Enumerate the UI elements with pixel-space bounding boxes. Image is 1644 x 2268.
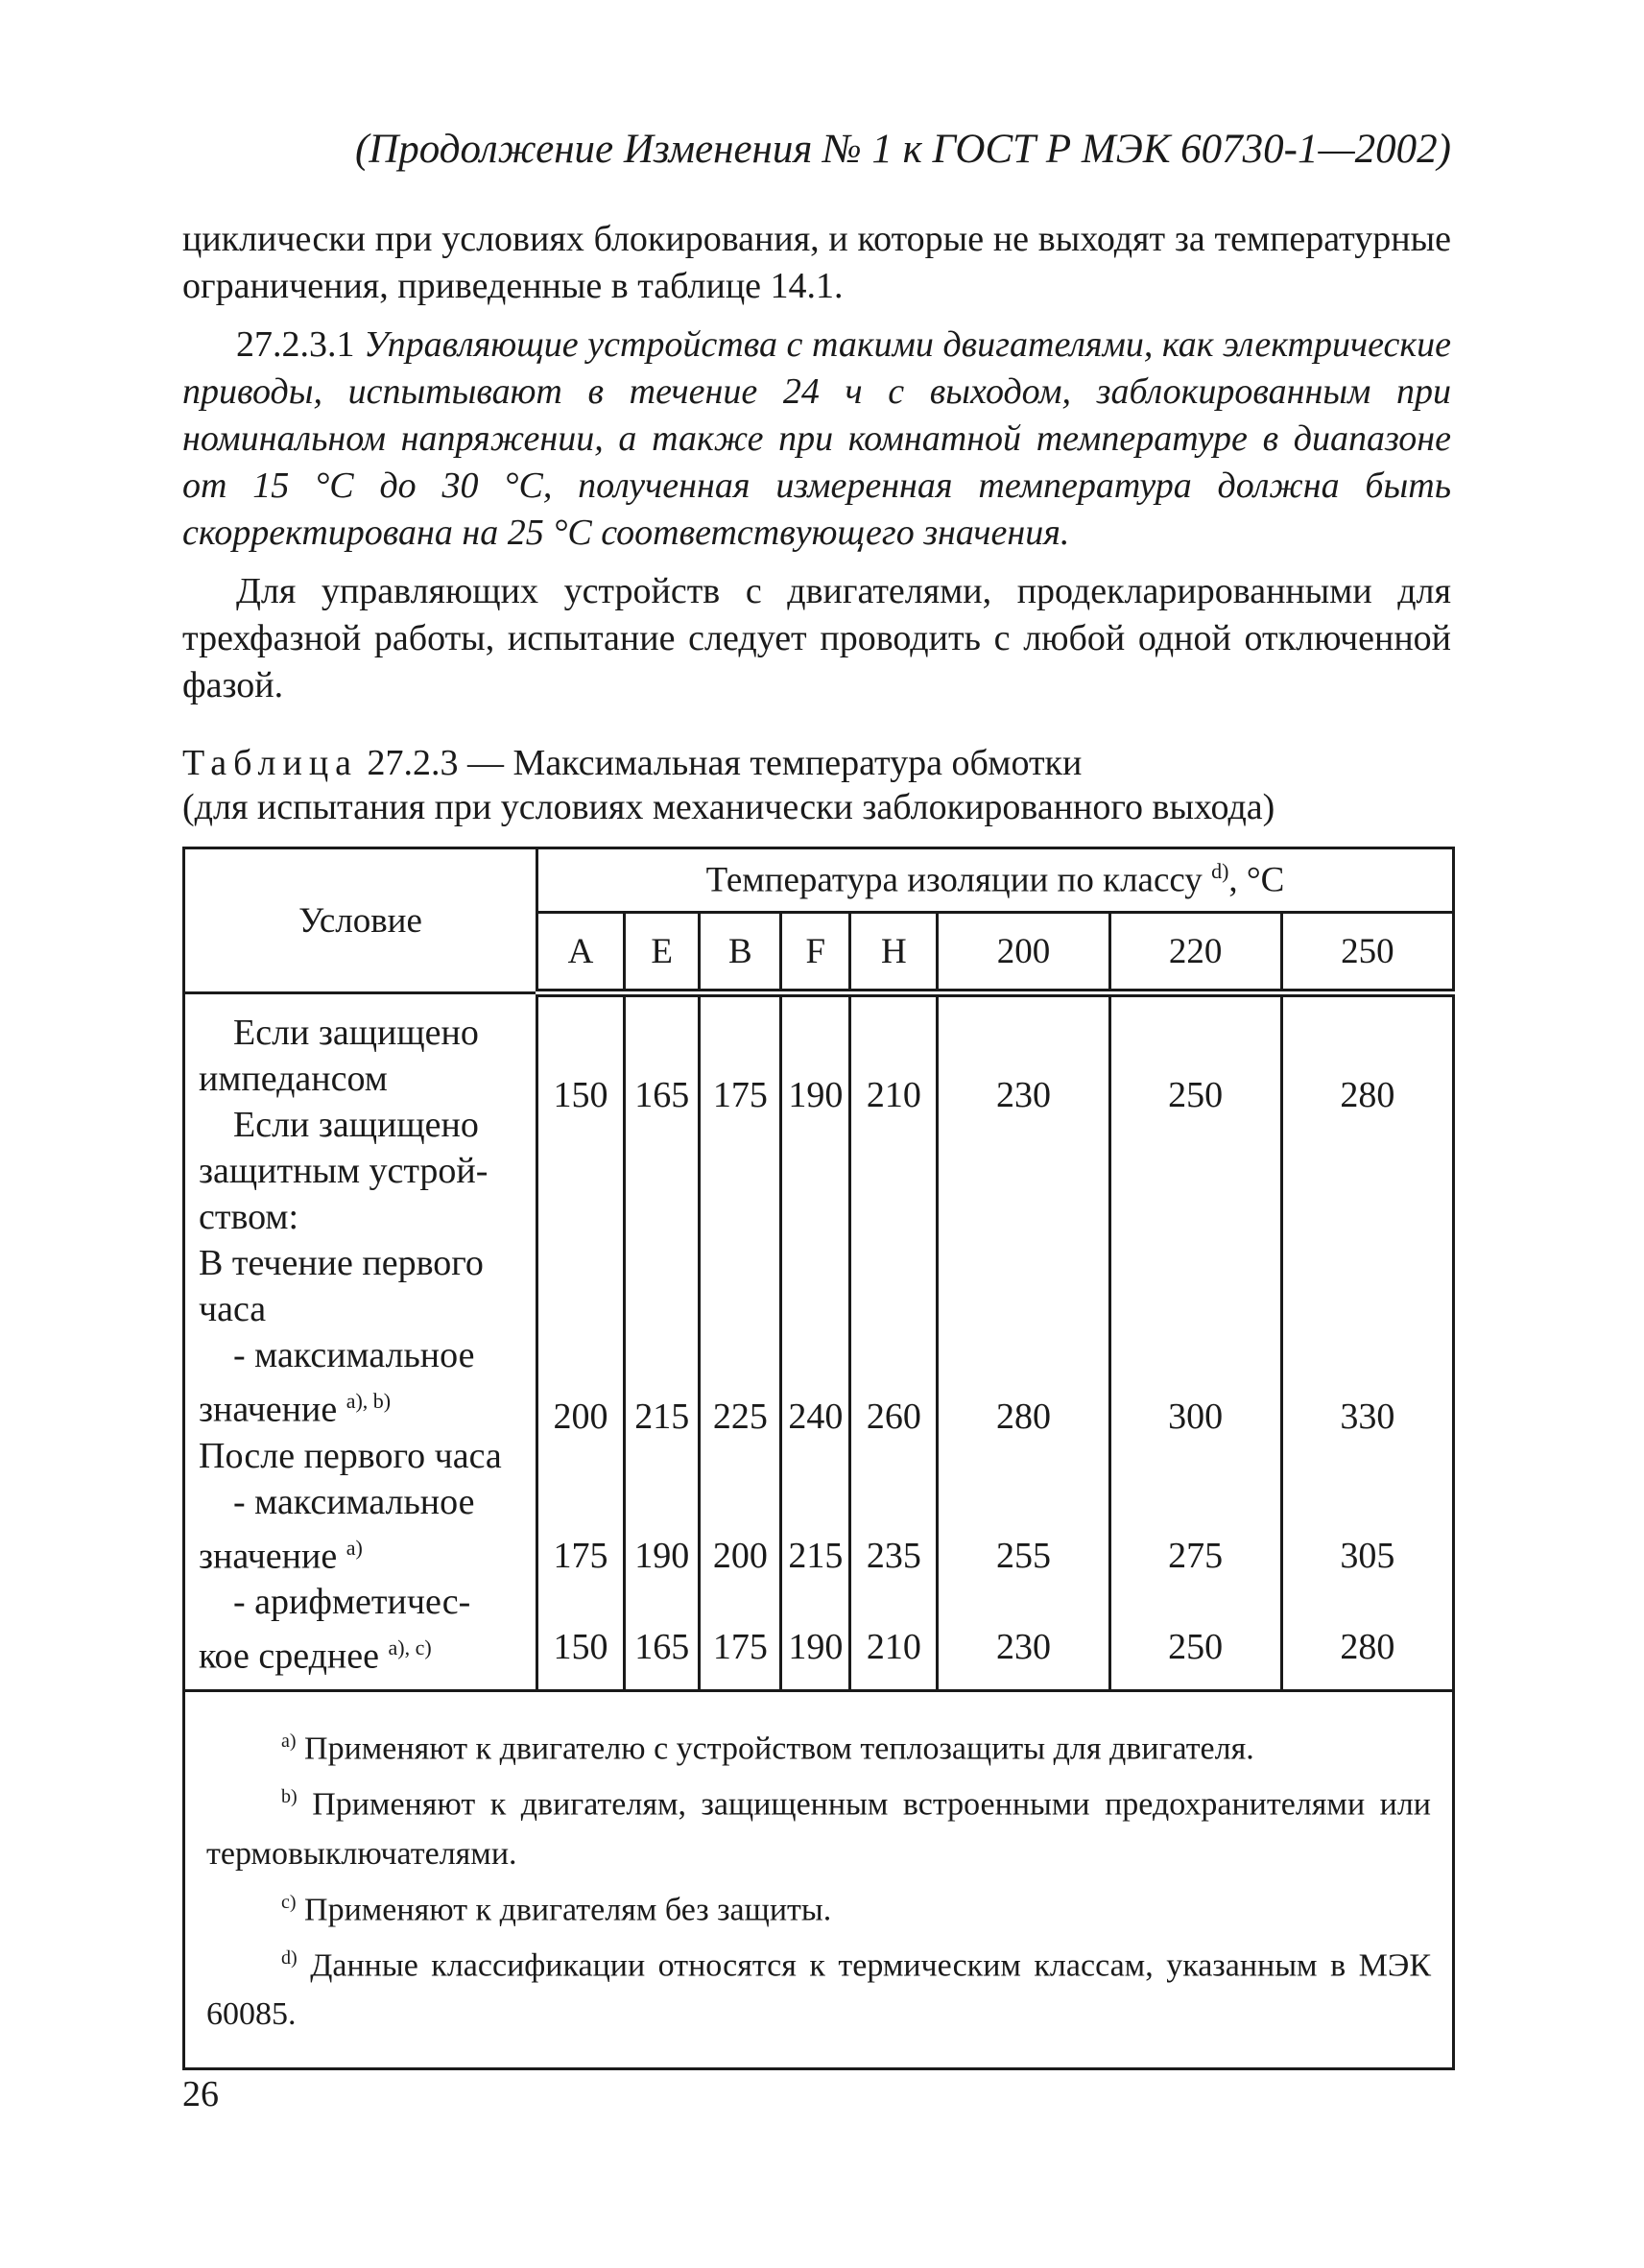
value-cell: 215: [634, 1397, 690, 1437]
footnote-c: $^{c)}$ Применяют к двигателям без защиты.: [281, 1891, 832, 1927]
body-text: [182, 216, 1451, 721]
table-caption-word: Таблица: [182, 743, 359, 783]
header-class: 250: [1281, 913, 1453, 993]
value-cell: 190: [788, 1075, 844, 1115]
page-number: 26: [182, 2074, 219, 2114]
table-caption: [182, 741, 1451, 829]
value-cell: 150: [553, 1627, 608, 1667]
clause-number: 27.2.3.1: [236, 324, 355, 365]
header-class: A: [537, 913, 625, 993]
value-column: [781, 993, 850, 1691]
footnote-d: $^{d)}$ Данные классификации относятся к термическим классам, указанным в МЭК 60085.: [206, 1946, 1431, 2033]
value-cell: 230: [996, 1075, 1051, 1115]
header-insulation-temperature: Температура изоляции по классу $^{d)}$, °С: [537, 848, 1454, 913]
value-cell: 175: [712, 1627, 768, 1667]
paragraph-27-2-3-1: [182, 322, 1451, 557]
table-caption-title: 27.2.3 — Максимальная температура обмотки: [367, 743, 1083, 783]
value-cell: 280: [1340, 1627, 1395, 1667]
value-column: [700, 993, 781, 1691]
value-cell: 240: [788, 1397, 844, 1437]
value-column: [625, 993, 700, 1691]
value-cell: 250: [1168, 1075, 1224, 1115]
table-caption-line2: (для испытания при условиях механически заблокированного выхода): [182, 787, 1275, 827]
value-cell: 215: [788, 1536, 844, 1576]
value-cell: 165: [634, 1075, 690, 1115]
value-cell: 255: [996, 1536, 1051, 1576]
value-column: [1281, 993, 1453, 1691]
value-cell: 200: [553, 1397, 608, 1437]
value-column: [850, 993, 938, 1691]
value-cell: 190: [788, 1627, 844, 1667]
value-cell: 175: [712, 1075, 768, 1115]
clause-text: Управляющие устройства с такими двигателями, как электрические приводы, испытывают в течение 24 ч с выходом, заблокированным при номинальном напряжении, а также при комнатной температуре в диапазоне от 15 °С до 30 °С, полученная измеренная температура должна быть скорректирована на 25 °С соответствующего значения.: [182, 324, 1451, 553]
footnote-ref-d: d): [1211, 859, 1229, 884]
footnote-a: $^{a)}$ Применяют к двигателю с устройством теплозащиты для двигателя.: [281, 1730, 1254, 1767]
value-cell: 190: [634, 1536, 690, 1576]
value-cell: 300: [1168, 1397, 1224, 1437]
value-cell: 210: [866, 1627, 921, 1667]
header-class: F: [781, 913, 850, 993]
table-body-row: [184, 993, 1454, 1691]
value-cell: 235: [866, 1536, 921, 1576]
value-cell: 200: [712, 1536, 768, 1576]
condition-cell: Если защищено импедансом Если защищено защитным устрой- ством: В течение первого часа - максимальное значение $^{a), b)}$ После первого часа - максимальное значение $^{a)}$ - арифметичес- кое среднее $^{a), c)}$: [184, 993, 537, 1691]
header-class: E: [625, 913, 700, 993]
value-cell: 225: [712, 1397, 768, 1437]
header-class: 200: [938, 913, 1109, 993]
winding-temperature-table: [182, 847, 1455, 2070]
value-cell: 165: [634, 1627, 690, 1667]
value-cell: 175: [553, 1536, 608, 1576]
value-cell: 280: [996, 1397, 1051, 1437]
value-cell: 330: [1340, 1397, 1395, 1437]
value-cell: 230: [996, 1627, 1051, 1667]
footnote-b: $^{b)}$ Применяют к двигателям, защищенным встроенными предохранителями или термовыключателями.: [206, 1786, 1432, 1872]
value-cell: 275: [1168, 1536, 1224, 1576]
value-column: [537, 993, 625, 1691]
value-column: [938, 993, 1109, 1691]
header-class: B: [700, 913, 781, 993]
header-class: 220: [1109, 913, 1281, 993]
value-cell: 150: [553, 1075, 608, 1115]
value-column: [1109, 993, 1281, 1691]
value-cell: 260: [866, 1397, 921, 1437]
table-caption-line1: [182, 741, 1451, 785]
running-header: (Продолжение Изменения № 1 к ГОСТ Р МЭК 60730-1—2002): [354, 127, 1451, 172]
header-class: H: [850, 913, 938, 993]
table-footnotes: [184, 1690, 1454, 2068]
header-condition: Условие: [184, 848, 537, 993]
paragraph-three-phase: Для управляющих устройств с двигателями, продекларированными для трехфазной работы, испытание следует проводить с любой одной отключенной фазой.: [182, 571, 1451, 705]
paragraph-continuation: циклически при условиях блокирования, и которые не выходят за температурные ограничения, приведенные в таблице 14.1.: [182, 219, 1451, 306]
value-cell: 305: [1340, 1536, 1395, 1576]
value-cell: 250: [1168, 1627, 1224, 1667]
value-cell: 280: [1340, 1075, 1395, 1115]
value-cell: 210: [866, 1075, 921, 1115]
